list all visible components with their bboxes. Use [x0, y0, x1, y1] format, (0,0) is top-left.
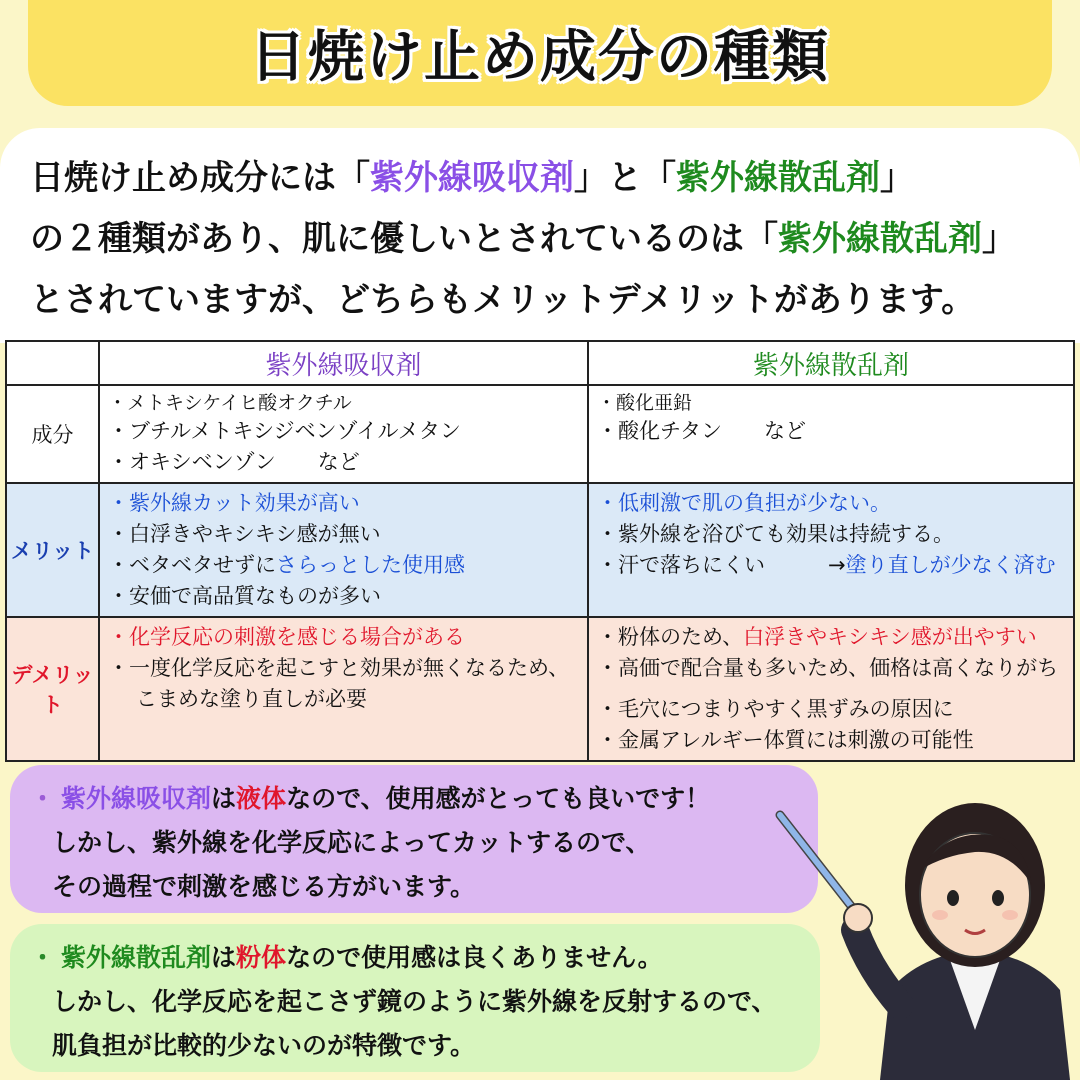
list-item: ・金属アレルギー体質には刺激の可能性	[597, 728, 974, 752]
header-scatterer: 紫外線散乱剤	[588, 341, 1074, 385]
list-item: ・低刺激で肌の負担が少ない。	[597, 491, 891, 515]
list-item: ・オキシベンゾン など	[108, 450, 360, 474]
row-label-merit: メリット	[6, 483, 99, 617]
list-item	[108, 550, 579, 581]
page-title: 日焼け止め成分の種類	[250, 25, 830, 90]
table-row-ingredient	[6, 385, 1074, 483]
ingredient-scatterer	[588, 385, 1074, 483]
note1-line-2: しかし、紫外線を化学反応によってカットするので、	[52, 828, 651, 857]
row-label-demerit: デメリット	[6, 617, 99, 761]
note1-line-3: その過程で刺激を感じる方がいます。	[52, 872, 476, 901]
note2-powder: 粉体	[236, 943, 287, 972]
table-row-demerit	[6, 617, 1074, 761]
ingredient-absorber	[99, 385, 588, 483]
intro-text	[30, 148, 1070, 331]
merit-b3-em: 塗り直しが少なく済む	[845, 553, 1056, 577]
list-item: ・化学反応の刺激を感じる場合がある	[108, 625, 465, 649]
note1-b: は	[211, 784, 237, 813]
list-item: ・メトキシケイヒ酸オクチル	[108, 392, 352, 414]
intro-line-3: とされていますが、どちらもメリットデメリットがあります。	[30, 280, 976, 320]
list-item: こまめな塗り直しが必要	[136, 687, 367, 711]
list-item	[597, 550, 1065, 581]
list-item: ・ブチルメトキシジベンゾイルメタン	[108, 419, 461, 443]
intro-l2-c: 」	[982, 219, 1016, 259]
intro-l1-e: 」	[880, 158, 914, 198]
note2-scatterer: 紫外線散乱剤	[61, 943, 212, 972]
note1-liquid: 液体	[236, 784, 287, 813]
note2-d: なので使用感は良くありません。	[286, 943, 663, 972]
list-item: ・白浮きやキシキシ感が無い	[108, 522, 381, 546]
intro-line-2	[30, 209, 1070, 270]
list-item: ・酸化チタン など	[597, 419, 806, 443]
merit-a3-pre: ・ベタベタせずに	[108, 553, 276, 577]
note-absorber	[10, 765, 818, 913]
demerit-scatterer	[588, 617, 1074, 761]
demerit-b1-em: 白浮きやキシキシ感が出やすい	[743, 625, 1037, 649]
note-scatterer	[10, 924, 820, 1072]
list-item: ・紫外線を浴びても効果は持続する。	[597, 522, 954, 546]
teacher-illustration	[770, 790, 1080, 1080]
intro-l2-a: の２種類があり、肌に優しいとされているのは「	[30, 219, 778, 259]
intro-line-1	[30, 148, 1070, 209]
table-row-merit	[6, 483, 1074, 617]
demerit-absorber	[99, 617, 588, 761]
header-absorber: 紫外線吸収剤	[99, 341, 588, 385]
note2-bullet: ・	[30, 943, 56, 972]
note1-bullet: ・	[30, 784, 56, 813]
note1-line-1	[30, 777, 818, 821]
list-item: ・紫外線カット効果が高い	[108, 491, 360, 515]
merit-scatterer	[588, 483, 1074, 617]
list-item: ・酸化亜鉛	[597, 392, 693, 414]
list-item	[597, 622, 1065, 653]
row-label-ingredient: 成分	[6, 385, 99, 483]
merit-a3-em: さらっとした使用感	[276, 553, 465, 577]
demerit-b1-pre: ・粉体のため、	[597, 625, 744, 649]
merit-absorber	[99, 483, 588, 617]
note2-line-1	[30, 936, 820, 980]
intro-l1-c: 」と「	[574, 158, 676, 198]
title-banner	[28, 0, 1052, 106]
list-item: ・一度化学反応を起こすと効果が無くなるため、	[108, 656, 570, 680]
intro-l2-scatterer: 紫外線散乱剤	[778, 219, 982, 259]
table-header-row	[6, 341, 1074, 385]
note1-d: なので、使用感がとっても良いです！	[286, 784, 711, 813]
list-item: ・毛穴につまりやすく黒ずみの原因に	[597, 697, 954, 721]
intro-l1-a: 日焼け止め成分には「	[30, 158, 370, 198]
intro-l1-absorber: 紫外線吸収剤	[370, 158, 574, 198]
note2-b: は	[211, 943, 237, 972]
comparison-table	[5, 340, 1075, 762]
list-item: ・高価で配合量も多いため、価格は高くなりがち	[597, 656, 1059, 680]
intro-l1-scatterer: 紫外線散乱剤	[676, 158, 880, 198]
list-item: ・安価で高品質なものが多い	[108, 584, 381, 608]
note1-absorber: 紫外線吸収剤	[61, 784, 212, 813]
note2-line-3: 肌負担が比較的少ないのが特徴です。	[52, 1031, 476, 1060]
note2-line-2: しかし、化学反応を起こさず鏡のように紫外線を反射するので、	[52, 987, 777, 1016]
merit-b3-pre: ・汗で落ちにくい →	[597, 553, 846, 577]
header-blank	[6, 341, 99, 385]
